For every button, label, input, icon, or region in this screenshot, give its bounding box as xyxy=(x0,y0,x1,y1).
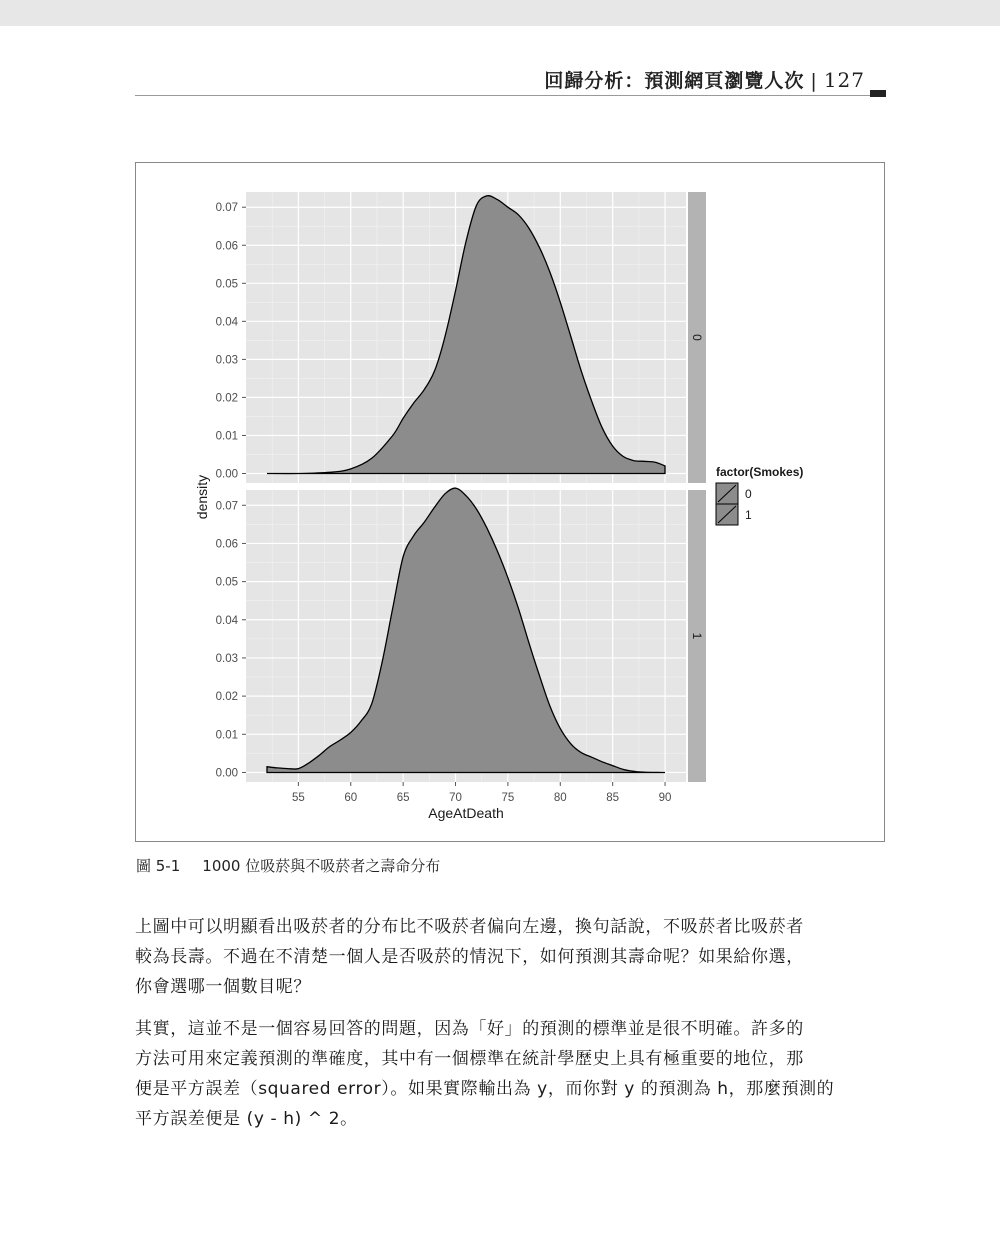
legend xyxy=(716,465,803,525)
paragraph-line: 平方誤差便是 (y - h) ^ 2。 xyxy=(135,1109,358,1129)
y-axis-title: density xyxy=(194,474,210,520)
x-tick-label: 65 xyxy=(396,792,410,804)
running-head-title: 回歸分析：預測網頁瀏覽人次 xyxy=(544,70,805,92)
y-tick-label: 0.07 xyxy=(215,500,238,513)
legend-entry-label: 1 xyxy=(745,508,752,522)
y-tick-label: 0.07 xyxy=(215,202,238,215)
y-tick-label: 0.00 xyxy=(215,468,238,481)
legend-title: factor(Smokes) xyxy=(716,465,804,479)
y-tick-label: 0.03 xyxy=(215,652,238,665)
paragraph-line: 便是平方誤差（squared error）。如果實際輸出為 y，而你對 y 的預測為 h，那麼預測的 xyxy=(135,1079,835,1099)
caption-number: 圖 5-1 xyxy=(136,857,181,875)
paragraph-line: 較為長壽。不過在不清楚一個人是否吸菸的情況下，如何預測其壽命呢？如果給你選， xyxy=(135,947,804,967)
x-axis-title: AgeAtDeath xyxy=(428,805,504,821)
x-tick-label: 55 xyxy=(291,792,305,804)
facet-panel-1 xyxy=(216,488,706,782)
y-tick-label: 0.01 xyxy=(215,729,238,742)
paragraph-line: 其實，這並不是一個容易回答的問題，因為「好」的預測的標準並是很不明確。許多的 xyxy=(135,1019,804,1039)
paragraph-line: 上圖中可以明顯看出吸菸者的分布比不吸菸者偏向左邊，換句話說，不吸菸者比吸菸者 xyxy=(135,917,804,937)
paragraph-line: 你會選哪一個數目呢？ xyxy=(135,977,311,997)
y-tick-label: 0.00 xyxy=(215,767,238,780)
figure-caption xyxy=(136,855,440,876)
y-tick-label: 0.04 xyxy=(215,316,238,329)
running-head-separator: | xyxy=(810,70,818,92)
caption-text: 1000 位吸菸與不吸菸者之壽命分布 xyxy=(202,857,441,875)
y-tick-label: 0.02 xyxy=(215,392,238,405)
paragraph-1 xyxy=(135,912,887,1002)
y-tick-label: 0.06 xyxy=(215,240,238,253)
y-tick-label: 0.02 xyxy=(215,691,238,704)
facet-strip-label: 1 xyxy=(690,632,704,640)
y-tick-label: 0.06 xyxy=(215,538,238,551)
facet-panel-0 xyxy=(216,192,706,483)
x-tick-label: 60 xyxy=(344,792,358,804)
legend-entry-label: 0 xyxy=(745,487,752,501)
y-tick-label: 0.05 xyxy=(215,278,238,291)
paragraph-line: 方法可用來定義預測的準確度，其中有一個標準在統計學歷史上具有極重要的地位，那 xyxy=(135,1049,804,1069)
x-tick-label: 75 xyxy=(501,792,515,804)
y-tick-label: 0.01 xyxy=(215,430,238,443)
x-tick-label: 85 xyxy=(606,792,620,804)
y-tick-label: 0.03 xyxy=(215,354,238,367)
y-tick-label: 0.05 xyxy=(215,576,238,589)
page-number: 127 xyxy=(823,68,865,92)
x-tick-label: 70 xyxy=(449,792,462,804)
x-tick-label: 80 xyxy=(553,792,567,804)
x-tick-label: 90 xyxy=(658,792,672,804)
paragraph-2 xyxy=(135,1014,887,1134)
facet-strip-label: 0 xyxy=(690,334,704,341)
y-tick-label: 0.04 xyxy=(215,614,238,627)
